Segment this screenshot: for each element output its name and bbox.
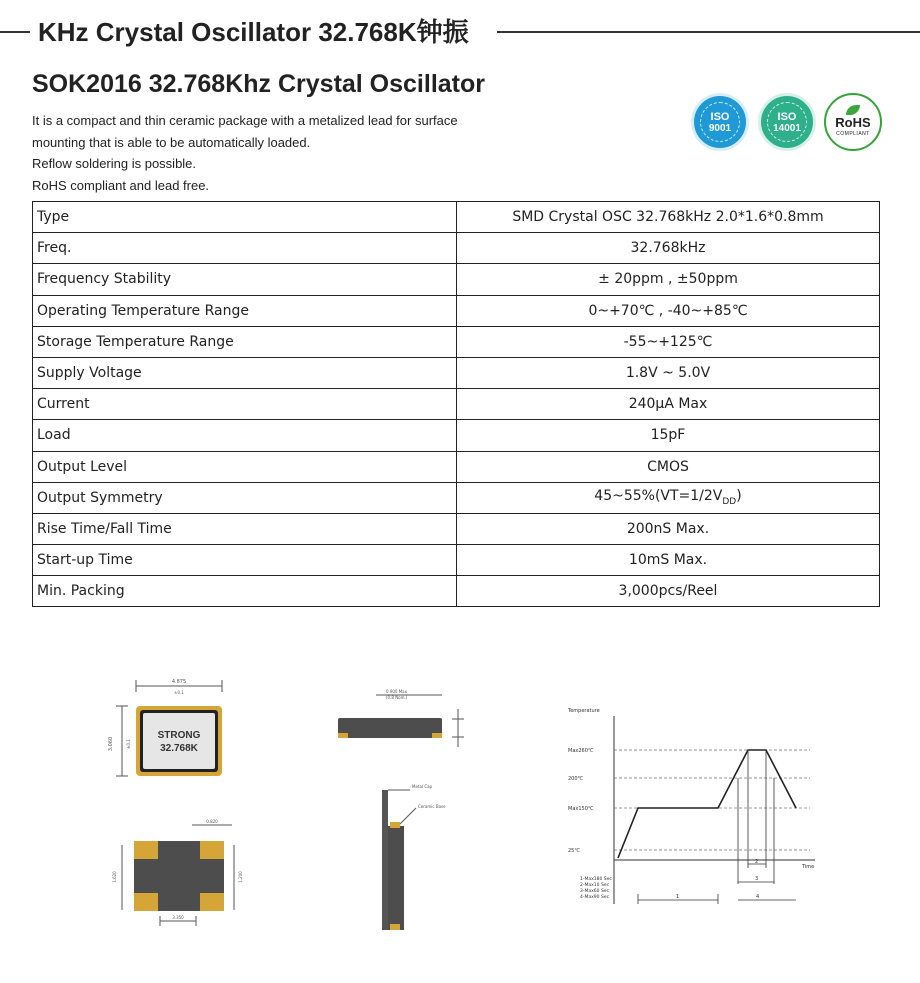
spec-value: CMOS — [457, 451, 880, 482]
package-bottom-view — [100, 815, 250, 935]
reflow-marker: 1 — [676, 894, 680, 900]
table-row — [33, 576, 880, 607]
reflow-tick: 25℃ — [568, 848, 580, 854]
ceramic-base-label: Ceramic Base — [418, 804, 446, 809]
side-dim-sub: (0.8 Nom.) — [386, 695, 408, 700]
table-row — [33, 482, 880, 513]
rohs-label: RoHS — [835, 114, 871, 130]
reflow-marker: 4 — [756, 894, 760, 900]
pad-dim-bottom: 3.350 — [172, 915, 184, 920]
table-row — [33, 545, 880, 576]
dim-width-label: 4.875 — [171, 679, 187, 685]
reflow-legend-item: 4-Max90 Sec — [580, 895, 610, 900]
table-row — [33, 202, 880, 233]
iso9001-number: 9001 — [708, 122, 732, 134]
header-rule-left — [0, 31, 30, 33]
metal-cap — [382, 790, 388, 930]
product-description — [32, 110, 502, 196]
pad-bottom-right — [200, 893, 224, 911]
spec-label: Frequency Stability — [33, 264, 457, 295]
spec-label: Start-up Time — [33, 545, 457, 576]
spec-label: Freq. — [33, 233, 457, 264]
spec-value: 200nS Max. — [457, 513, 880, 544]
spec-value: 1.8V ~ 5.0V — [457, 357, 880, 388]
reflow-marker: 3 — [755, 876, 759, 882]
reflow-legend-item: 1-Max180 Sec — [580, 877, 612, 882]
side-pad-right — [432, 733, 442, 738]
package-cross-section — [370, 776, 490, 936]
ceramic-base — [388, 826, 404, 930]
dim-height-label: 3.060 — [108, 736, 114, 752]
spec-value: 240μA Max — [457, 389, 880, 420]
package-lid — [143, 713, 215, 769]
metal-cap-label: Metal Cap — [412, 784, 433, 789]
product-title: SOK2016 32.768Khz Crystal Oscillator — [32, 70, 486, 98]
spec-value: ± 20ppm , ±50ppm — [457, 264, 880, 295]
pad-top-right — [200, 841, 224, 859]
symmetry-value: 45~55%(VT=1/2V — [594, 488, 723, 505]
spec-label: Storage Temperature Range — [33, 326, 457, 357]
spec-value — [457, 482, 880, 513]
table-row — [33, 295, 880, 326]
spec-label: Min. Packing — [33, 576, 457, 607]
pad-dim-right: 1.200 — [238, 871, 243, 883]
spec-value: 15pF — [457, 420, 880, 451]
seal-ring-bottom — [390, 924, 400, 930]
description-line: It is a compact and thin ceramic package with a metalized lead for surface — [32, 113, 458, 128]
spec-value: 3,000pcs/Reel — [457, 576, 880, 607]
table-row — [33, 233, 880, 264]
pad-dim-top: 0.820 — [206, 819, 218, 824]
table-row — [33, 451, 880, 482]
leaf-icon — [846, 105, 860, 115]
spec-value: 32.768kHz — [457, 233, 880, 264]
section-title: KHz Crystal Oscillator 32.768K钟振 — [38, 17, 469, 47]
table-row — [33, 264, 880, 295]
description-line: RoHS compliant and lead free. — [32, 177, 210, 193]
iso9001-label: ISO — [710, 110, 730, 123]
reflow-tick: Max260℃ — [568, 748, 594, 754]
reflow-legend-item: 2-Max10 Sec — [580, 883, 610, 888]
pad-dim-left: 1.620 — [112, 871, 117, 883]
marking-line-2: 32.768K — [160, 743, 198, 754]
dim-width-tol: ±0.1 — [174, 690, 184, 695]
package-top-view — [100, 672, 240, 792]
iso14001-label: ISO — [777, 110, 797, 123]
spec-label: Load — [33, 420, 457, 451]
spec-label: Supply Voltage — [33, 357, 457, 388]
dim-height-tol: ±0.1 — [126, 739, 131, 749]
reflow-marker: 2 — [755, 859, 759, 865]
spec-label: Rise Time/Fall Time — [33, 513, 457, 544]
spec-label: Current — [33, 389, 457, 420]
section-header — [0, 12, 920, 48]
side-pad-left — [338, 733, 348, 738]
reflow-tick: Max150℃ — [568, 806, 594, 812]
reflow-tick: 200℃ — [568, 776, 584, 782]
reflow-profile-diagram — [560, 700, 830, 915]
side-dim-label: 0.900 Max — [386, 689, 407, 694]
description-line: Reflow soldering is possible. — [32, 156, 197, 171]
spec-value: -55~+125℃ — [457, 326, 880, 357]
table-row — [33, 326, 880, 357]
reflow-ylabel: Temperature — [568, 708, 600, 714]
spec-label: Output Symmetry — [33, 482, 457, 513]
table-row — [33, 420, 880, 451]
reflow-xlabel: Time — [802, 864, 815, 870]
table-row — [33, 513, 880, 544]
table-row — [33, 389, 880, 420]
pad-top-left — [134, 841, 158, 859]
symmetry-suffix: ) — [736, 488, 742, 505]
spec-value: 0~+70℃ , -40~+85℃ — [457, 295, 880, 326]
iso14001-badge-icon — [758, 93, 816, 151]
header-rule-right — [497, 31, 920, 33]
spec-value: SMD Crystal OSC 32.768kHz 2.0*1.6*0.8mm — [457, 202, 880, 233]
iso9001-badge-icon — [691, 93, 749, 151]
package-side-view — [330, 685, 470, 755]
spec-value: 10mS Max. — [457, 545, 880, 576]
pad-bottom-left — [134, 893, 158, 911]
spec-label: Output Level — [33, 451, 457, 482]
rohs-compliant: COMPLIANT — [836, 130, 870, 137]
seal-ring-top — [390, 822, 400, 828]
iso14001-number: 14001 — [773, 122, 801, 134]
reflow-curve — [618, 750, 796, 858]
spec-label: Type — [33, 202, 457, 233]
description-line: mounting that is able to be automatically loaded. — [32, 134, 311, 150]
reflow-legend-item: 3-Max60 Sec — [580, 889, 610, 894]
table-row — [33, 357, 880, 388]
spec-label: Operating Temperature Range — [33, 295, 457, 326]
spec-table — [32, 201, 880, 607]
rohs-badge-icon — [824, 93, 882, 151]
marking-line-1: STRONG — [157, 730, 201, 741]
symmetry-subscript: DD — [722, 497, 737, 508]
side-body — [338, 718, 442, 738]
